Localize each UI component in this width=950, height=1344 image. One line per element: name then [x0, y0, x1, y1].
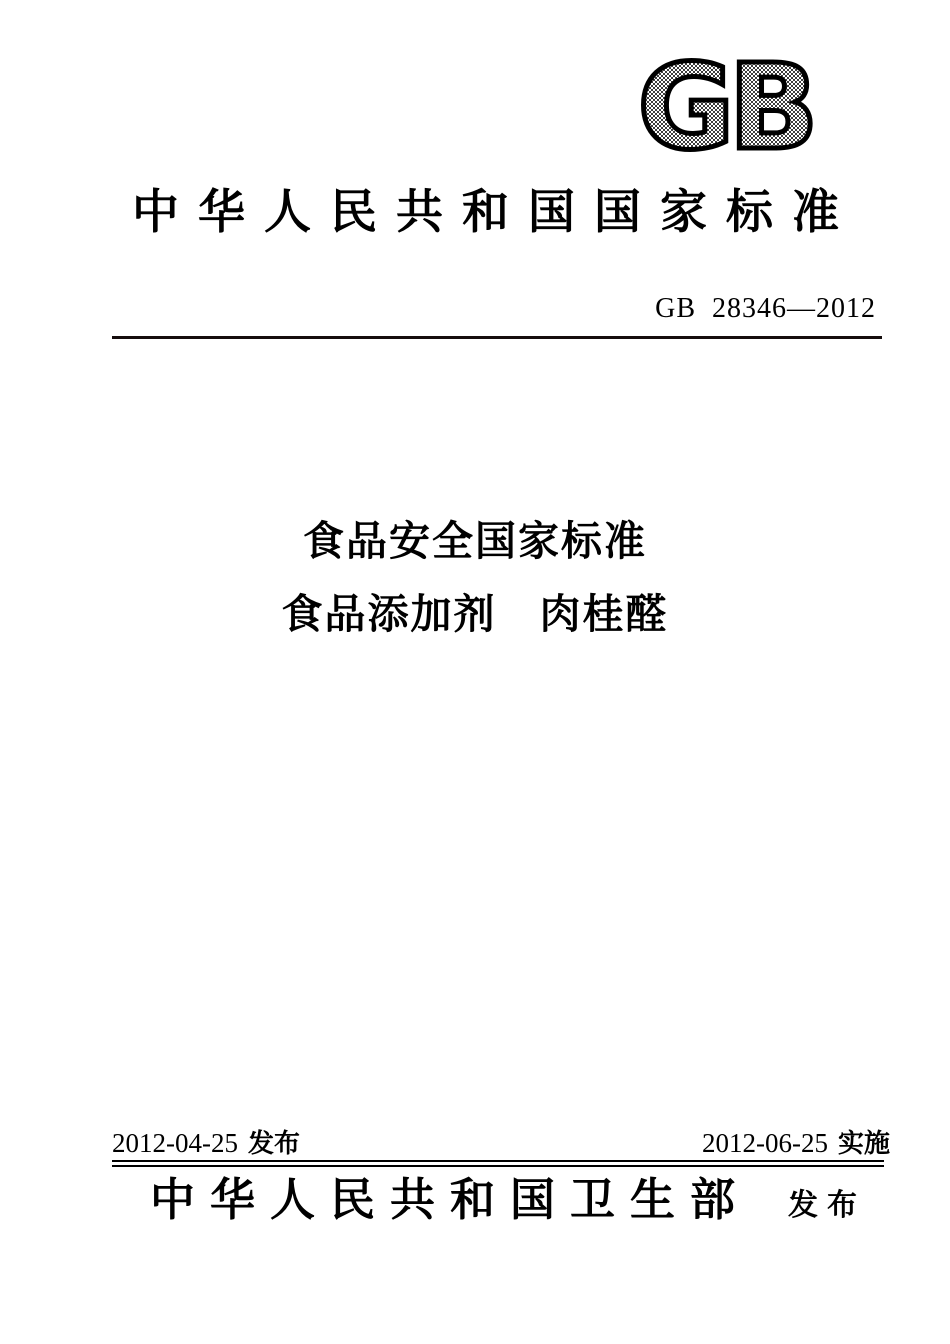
- issue-date: 2012-04-25: [112, 1128, 238, 1158]
- gb-logo-graphic: [633, 55, 817, 153]
- dates-double-rule: [112, 1160, 884, 1167]
- standard-code: GB 28346—2012: [655, 293, 876, 324]
- publisher-row: [150, 1176, 866, 1226]
- implement-date: 2012-06-25: [702, 1128, 828, 1158]
- publish-label: 发布: [788, 1189, 867, 1222]
- gb-logo-text: GB: [637, 55, 813, 153]
- standard-name-heading: 中华人民共和国国家标准: [132, 187, 858, 239]
- implement-date-label: 实施: [837, 1128, 890, 1158]
- gb-logo: [633, 55, 817, 153]
- dates-row: [112, 1129, 890, 1159]
- document-title-line1: 食品安全国家标准: [303, 518, 647, 564]
- issue-date-item: [112, 1129, 300, 1159]
- implement-date-item: [702, 1129, 890, 1159]
- issue-date-label: 发布: [247, 1128, 300, 1158]
- publisher-name: 中华人民共和国卫生部: [150, 1175, 751, 1225]
- document-title-line2: 食品添加剂 肉桂醛: [281, 591, 669, 637]
- header-rule: [112, 336, 882, 339]
